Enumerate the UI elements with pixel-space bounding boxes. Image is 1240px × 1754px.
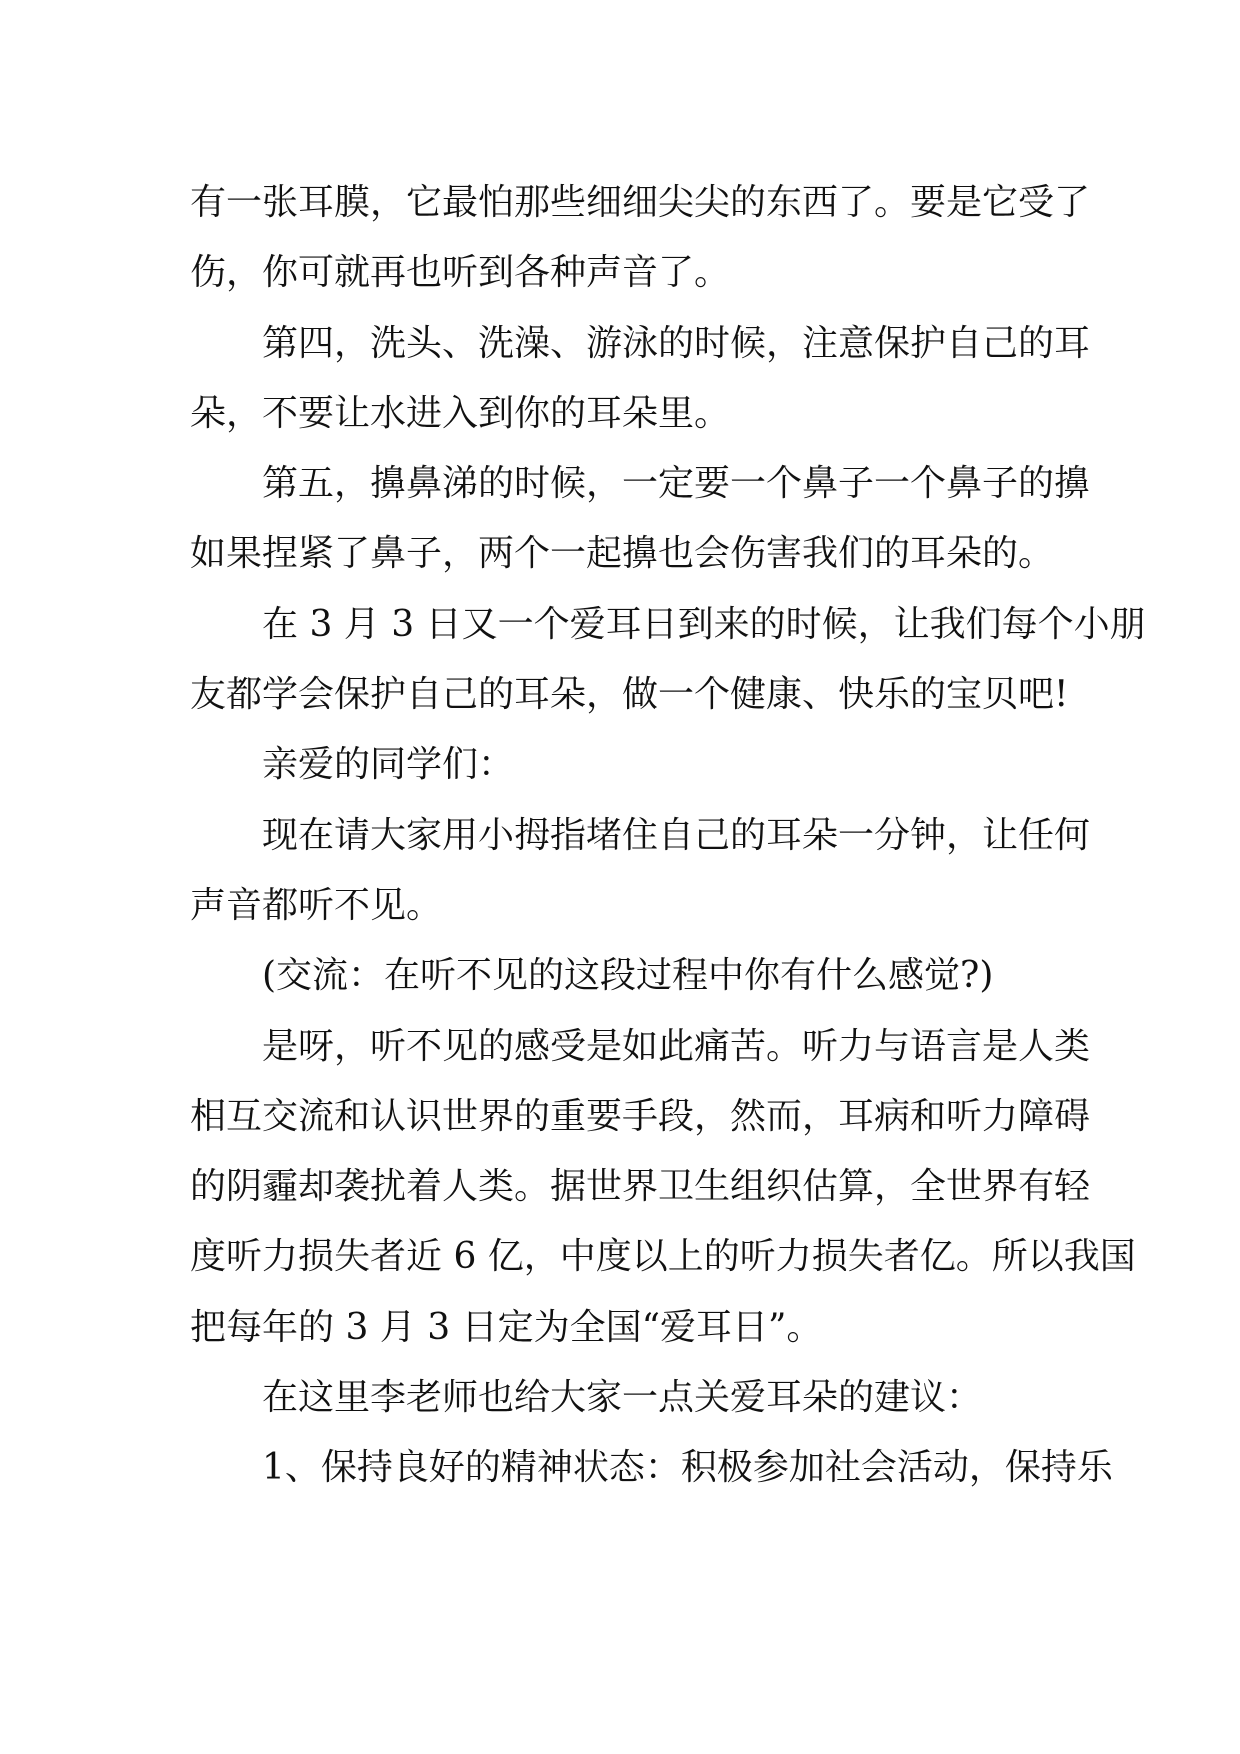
text-line: 伤，你可就再也听到各种声音了。 bbox=[190, 252, 731, 294]
text-line: 是呀，听不见的感受是如此痛苦。听力与语言是人类 bbox=[262, 1025, 1091, 1067]
text-line: 1、保持良好的精神状态：积极参加社会活动，保持乐 bbox=[262, 1447, 1113, 1489]
text-line: (交流：在听不见的这段过程中你有什么感觉?) bbox=[262, 955, 994, 997]
text-line: 在 3 月 3 日又一个爱耳日到来的时候，让我们每个小朋 bbox=[262, 603, 1146, 645]
text-line: 有一张耳膜，它最怕那些细细尖尖的东西了。要是它受了 bbox=[190, 182, 1091, 223]
text-line: 在这里李老师也给大家一点关爱耳朵的建议： bbox=[262, 1377, 983, 1419]
text-line: 朵，不要让水进入到你的耳朵里。 bbox=[190, 392, 731, 434]
text-line: 把每年的 3 月 3 日定为全国“爱耳日”。 bbox=[190, 1306, 823, 1348]
body-text bbox=[190, 168, 1146, 1504]
text-line: 第五，擤鼻涕的时候，一定要一个鼻子一个鼻子的擤 bbox=[262, 463, 1091, 505]
text-line: 友都学会保护自己的耳朵，做一个健康、快乐的宝贝吧! bbox=[190, 674, 1069, 716]
text-line: 相互交流和认识世界的重要手段，然而，耳病和听力障碍 bbox=[190, 1095, 1091, 1137]
text-line: 如果捏紧了鼻子，两个一起擤也会伤害我们的耳朵的。 bbox=[190, 533, 1055, 575]
text-line: 现在请大家用小拇指堵住自己的耳朵一分钟，让任何 bbox=[262, 814, 1091, 856]
text-line: 的阴霾却袭扰着人类。据世界卫生组织估算，全世界有轻 bbox=[190, 1166, 1091, 1208]
text-line: 亲爱的同学们： bbox=[262, 744, 515, 786]
text-line: 第四，洗头、洗澡、游泳的时候，注意保护自己的耳 bbox=[262, 322, 1091, 364]
text-line: 声音都听不见。 bbox=[190, 884, 443, 926]
text-line: 度听力损失者近 6 亿，中度以上的听力损失者亿。所以我国 bbox=[190, 1236, 1136, 1278]
